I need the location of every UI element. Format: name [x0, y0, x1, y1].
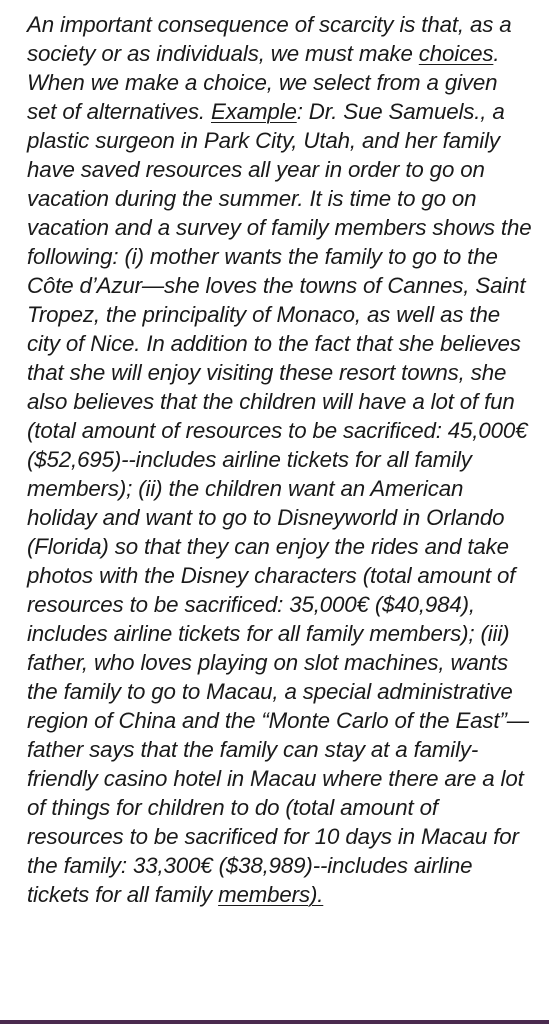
term-choices: choices: [418, 41, 494, 66]
bottom-bar: [0, 1020, 549, 1024]
body-paragraph: [27, 10, 532, 909]
text-part-2: . When we make a choice, we select from a given set of alternatives.: [27, 41, 500, 124]
text-part-1: An important consequence of scarcity is that, as a society or as individuals, we must make: [27, 12, 512, 66]
text-part-3: : Dr. Sue Samuels., a plastic surgeon in Park City, Utah, and her family have saved resources all year in order to go on vacation during the summer. It is time to go on vacation and a survey of family members shows the following: (i) mother wants the family to go to the Côte d’Azur—she loves the towns of Cannes, Saint Tropez, the principality of Monaco, as well as the city of Nice. In addition to the fact that she believes that she will enjoy visiting these resort towns, she also believes that the children will have a lot of fun (total amount of resources to be sacrificed: 45,000€ ($52,695)--includes airline tickets for all family members); (ii) the children want an American holiday and want to go to Disneyworld in Orlando (Florida) so that they can enjoy the rides and take photos with the Disney characters (total amount of resources to be sacrificed: 35,000€ ($40,984), includes airline tickets for all family members); (iii) father, who loves playing on slot machines, wants the family to go to Macau, a special administrative region of China and the “Monte Carlo of the East”—father says that the family can stay at a family-friendly casino hotel in Macau where there are a lot of things for children to do (total amount of resources to be sacrificed for 10 days in Macau for the family: 33,300€ ($38,989)--includes airline tickets for all family: [27, 99, 532, 907]
term-example: Example: [211, 99, 297, 124]
term-members: members).: [218, 882, 324, 907]
